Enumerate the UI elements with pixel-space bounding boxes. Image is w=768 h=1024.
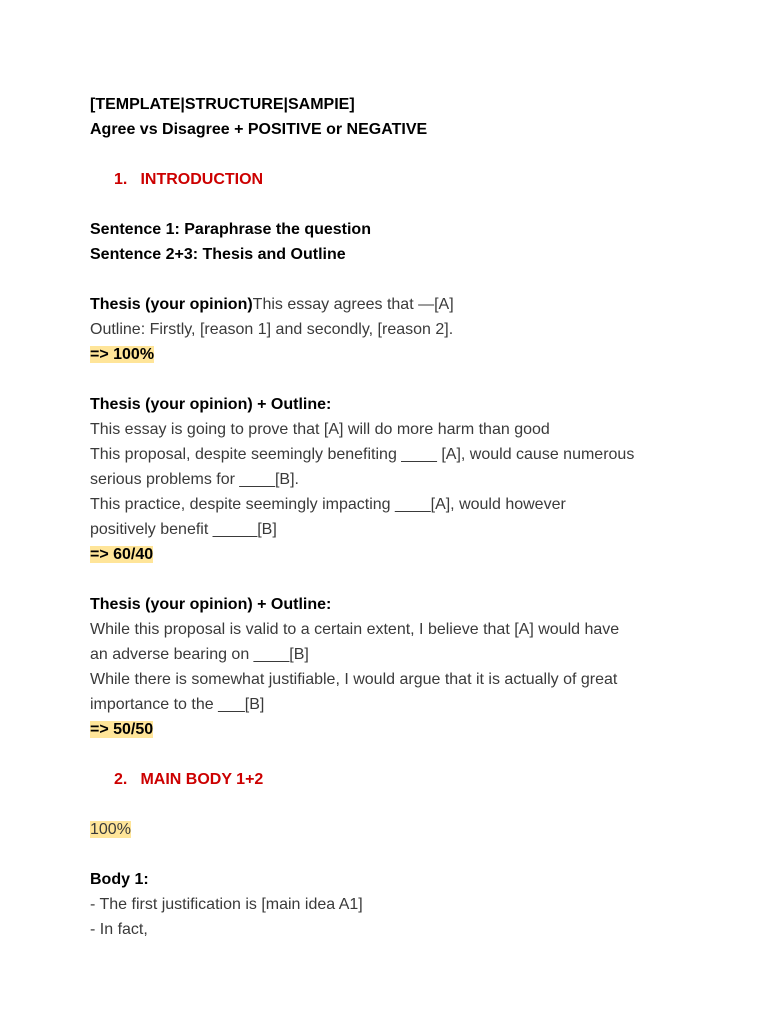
text-line: an adverse bearing on ____[B] — [90, 646, 309, 663]
section-heading-main-body — [90, 767, 730, 792]
ratio-line — [90, 342, 730, 367]
section-heading-introduction — [90, 167, 730, 192]
ratio-line — [90, 717, 730, 742]
text-line: serious problems for ____[B]. — [90, 471, 299, 488]
percent-highlight: 100% — [90, 821, 131, 838]
text-line: This proposal, despite seemingly benefiting ____ [A], would cause numerous — [90, 446, 635, 463]
thesis-outline-label: Thesis (your opinion) + Outline: — [90, 396, 332, 413]
text-line: While there is somewhat justifiable, I would argue that it is actually of great — [90, 671, 618, 688]
sentence-1-label: Sentence 1: Paraphrase the question — [90, 221, 371, 238]
thesis-label: Thesis (your opinion) — [90, 296, 253, 313]
ratio-highlight: => 50/50 — [90, 721, 154, 738]
document-page — [90, 92, 730, 942]
template-subtitle: Agree vs Disagree + POSITIVE or NEGATIVE — [90, 121, 428, 138]
text-line: This essay is going to prove that [A] will do more harm than good — [90, 421, 550, 438]
section-title: INTRODUCTION — [140, 171, 264, 188]
thesis-outline-label: Thesis (your opinion) + Outline: — [90, 596, 332, 613]
thesis-line — [90, 292, 730, 317]
sentence-2-3-label: Sentence 2+3: Thesis and Outline — [90, 246, 346, 263]
body-1-label: Body 1: — [90, 871, 149, 888]
text-line: - The first justification is [main idea A1] — [90, 896, 363, 913]
text-line: importance to the ___[B] — [90, 696, 265, 713]
section-number: 2. — [114, 771, 128, 788]
text-line: positively benefit _____[B] — [90, 521, 277, 538]
thesis-text: This essay agrees that —[A] — [252, 296, 454, 313]
section-title: MAIN BODY 1+2 — [140, 771, 264, 788]
percent-line — [90, 817, 730, 842]
text-line: While this proposal is valid to a certain extent, I believe that [A] would have — [90, 621, 620, 638]
outline-line: Outline: Firstly, [reason 1] and secondly, [reason 2]. — [90, 321, 454, 338]
section-number: 1. — [114, 171, 128, 188]
ratio-highlight: => 100% — [90, 346, 155, 363]
text-line: - In fact, — [90, 921, 148, 938]
text-line: This practice, despite seemingly impacting ____[A], would however — [90, 496, 566, 513]
ratio-line — [90, 542, 730, 567]
ratio-highlight: => 60/40 — [90, 546, 154, 563]
template-title: [TEMPLATE|STRUCTURE|SAMPIE] — [90, 96, 355, 113]
